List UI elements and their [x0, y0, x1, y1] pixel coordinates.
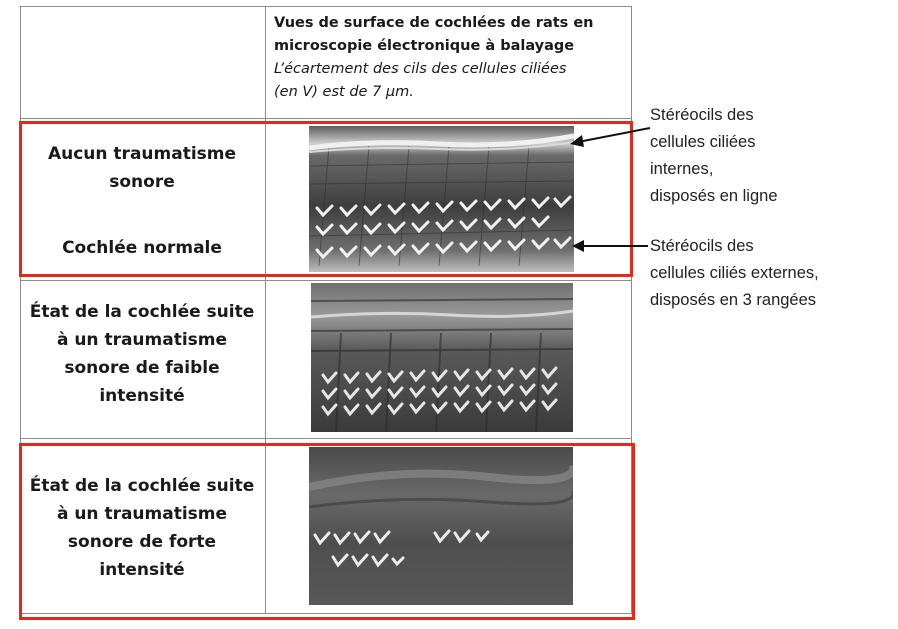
annotation-external-stereocilia [650, 233, 819, 314]
micrograph-low-intensity-trauma [311, 283, 573, 432]
annotation-internal-line-4: disposés en ligne [650, 187, 778, 205]
row-3-label-line-2: à un traumatisme [56, 504, 228, 524]
arrow-left-icon [570, 236, 650, 256]
row-1-label-line-2: sonore [109, 172, 175, 192]
annotation-internal-line-2: cellules ciliées [650, 133, 756, 151]
row-2-label-line-4: intensité [99, 386, 185, 406]
highlight-box-normal [19, 121, 633, 277]
row-3-label-line-1: État de la cochlée suite [29, 476, 255, 496]
row-2-label-line-1: État de la cochlée suite [29, 302, 255, 322]
row-1-label-line-3: Cochlée normale [62, 238, 222, 258]
row-1-label-line-1: Aucun traumatisme [47, 144, 237, 164]
row-3-label-line-4: intensité [99, 560, 185, 580]
header-note-line-2: (en V) est de 7 µm. [274, 84, 414, 100]
annotation-external-line-2: cellules ciliés externes, [650, 264, 819, 282]
header-title-line-1: Vues de surface de cochlées de rats en [274, 15, 594, 31]
table-header [274, 12, 624, 104]
annotation-internal-line-1: Stéréocils des [650, 106, 754, 124]
annotation-external-line-1: Stéréocils des [650, 237, 754, 255]
highlight-box-high-intensity [19, 443, 635, 620]
table-border-top [20, 6, 632, 7]
header-title-line-2: microscopie électronique à balayage [274, 38, 575, 54]
table-row-divider-3 [20, 438, 632, 439]
row-2-label-line-3: sonore de faible [64, 358, 220, 378]
row-2-label-line-2: à un traumatisme [56, 330, 228, 350]
annotation-internal-stereocilia [650, 102, 778, 210]
table-row-divider-1 [20, 118, 632, 119]
row-3-label-line-3: sonore de forte [67, 532, 217, 552]
arrow-left-icon [564, 122, 654, 152]
row-2-label [20, 298, 264, 410]
header-note-line-1: L’écartement des cils des cellules ciliées [274, 61, 567, 77]
annotation-internal-line-3: internes, [650, 160, 714, 178]
table-row-divider-2 [20, 280, 632, 281]
annotation-external-line-3: disposés en 3 rangées [650, 291, 817, 309]
